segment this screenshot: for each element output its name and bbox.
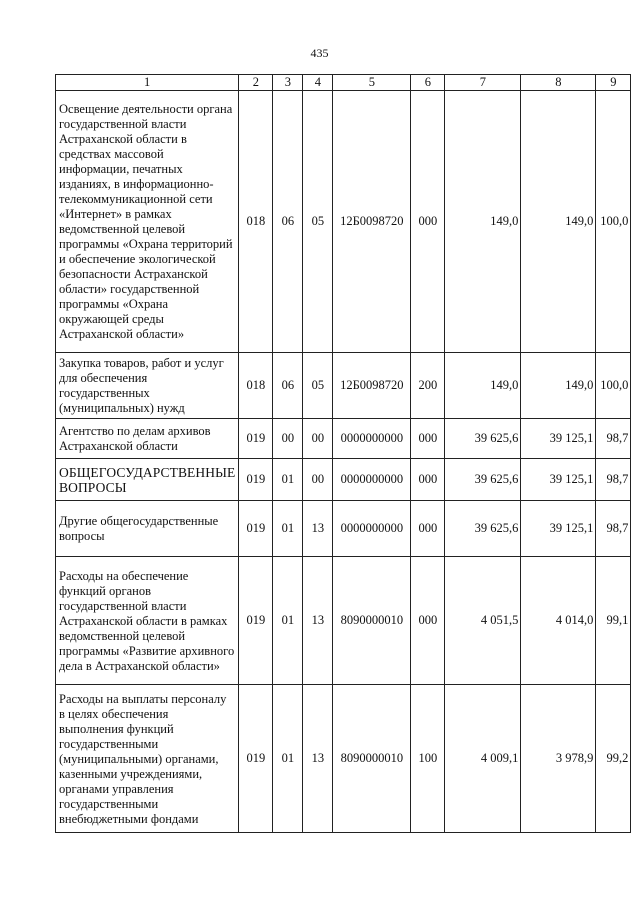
cell-ministry: 019 — [239, 419, 273, 459]
cell-target-article: 8090000010 — [333, 557, 411, 685]
cell-planned: 4 051,5 — [445, 557, 521, 685]
cell-executed: 149,0 — [521, 353, 596, 419]
cell-expense-type: 000 — [411, 501, 445, 557]
cell-ministry: 019 — [239, 685, 273, 833]
cell-percent: 98,7 — [596, 501, 631, 557]
cell-section: 01 — [273, 501, 303, 557]
row-name: Расходы на выплаты персоналу в целях обеспечения выполнения функций государственными (муниципальными) органами, казенными учреждениями, органами управления государственными внебюджетными фондами — [56, 685, 239, 833]
cell-ministry: 019 — [239, 501, 273, 557]
cell-subsection: 05 — [303, 353, 333, 419]
table-header-row — [56, 75, 631, 91]
cell-target-article: 0000000000 — [333, 419, 411, 459]
table-row — [56, 501, 631, 557]
cell-section: 06 — [273, 353, 303, 419]
cell-target-article: 8090000010 — [333, 685, 411, 833]
cell-percent: 98,7 — [596, 419, 631, 459]
column-header: 3 — [273, 75, 303, 91]
cell-expense-type: 000 — [411, 459, 445, 501]
cell-section: 06 — [273, 91, 303, 353]
cell-subsection: 13 — [303, 685, 333, 833]
cell-subsection: 13 — [303, 557, 333, 685]
cell-executed: 39 125,1 — [521, 501, 596, 557]
row-name: Закупка товаров, работ и услуг для обеспечения государственных (муниципальных) нужд — [56, 353, 239, 419]
table-row — [56, 459, 631, 501]
column-header: 1 — [56, 75, 239, 91]
cell-percent: 98,7 — [596, 459, 631, 501]
column-header: 2 — [239, 75, 273, 91]
cell-target-article: 12Б0098720 — [333, 353, 411, 419]
column-header: 7 — [445, 75, 521, 91]
page-number: 435 — [310, 46, 329, 60]
cell-section: 00 — [273, 419, 303, 459]
cell-subsection: 00 — [303, 459, 333, 501]
cell-planned: 149,0 — [445, 353, 521, 419]
table-row — [56, 557, 631, 685]
table-row — [56, 685, 631, 833]
cell-target-article: 0000000000 — [333, 459, 411, 501]
table-row — [56, 419, 631, 459]
column-header: 4 — [303, 75, 333, 91]
cell-expense-type: 000 — [411, 557, 445, 685]
cell-planned: 39 625,6 — [445, 459, 521, 501]
cell-percent: 100,0 — [596, 91, 631, 353]
column-header: 5 — [333, 75, 411, 91]
cell-executed: 4 014,0 — [521, 557, 596, 685]
cell-expense-type: 200 — [411, 353, 445, 419]
cell-executed: 39 125,1 — [521, 419, 596, 459]
column-header: 8 — [521, 75, 596, 91]
cell-target-article: 0000000000 — [333, 501, 411, 557]
cell-planned: 39 625,6 — [445, 501, 521, 557]
row-name: ОБЩЕГОСУДАРСТВЕННЫЕ ВОПРОСЫ — [56, 459, 239, 501]
cell-expense-type: 000 — [411, 419, 445, 459]
cell-expense-type: 100 — [411, 685, 445, 833]
cell-section: 01 — [273, 459, 303, 501]
cell-subsection: 00 — [303, 419, 333, 459]
column-header: 9 — [596, 75, 631, 91]
cell-planned: 149,0 — [445, 91, 521, 353]
cell-percent: 99,1 — [596, 557, 631, 685]
cell-ministry: 019 — [239, 557, 273, 685]
cell-ministry: 019 — [239, 459, 273, 501]
cell-planned: 4 009,1 — [445, 685, 521, 833]
cell-ministry: 018 — [239, 353, 273, 419]
column-header: 6 — [411, 75, 445, 91]
cell-planned: 39 625,6 — [445, 419, 521, 459]
cell-subsection: 05 — [303, 91, 333, 353]
cell-executed: 3 978,9 — [521, 685, 596, 833]
cell-section: 01 — [273, 557, 303, 685]
row-name: Расходы на обеспечение функций органов государственной власти Астраханской области в рамках ведомственной целевой программы «Развитие архивного дела в Астраханской области» — [56, 557, 239, 685]
cell-executed: 39 125,1 — [521, 459, 596, 501]
cell-percent: 99,2 — [596, 685, 631, 833]
cell-executed: 149,0 — [521, 91, 596, 353]
cell-percent: 100,0 — [596, 353, 631, 419]
cell-expense-type: 000 — [411, 91, 445, 353]
table-row — [56, 353, 631, 419]
budget-table — [55, 74, 631, 833]
row-name: Другие общегосударственные вопросы — [56, 501, 239, 557]
cell-subsection: 13 — [303, 501, 333, 557]
table-row — [56, 91, 631, 353]
row-name: Агентство по делам архивов Астраханской области — [56, 419, 239, 459]
cell-section: 01 — [273, 685, 303, 833]
cell-ministry: 018 — [239, 91, 273, 353]
row-name: Освещение деятельности органа государственной власти Астраханской области в средствах массовой информации, печатных изданиях, в информационно-телекоммуникационной сети «Интернет» в рамках ведомственной целевой программы «Охрана территорий и обеспечение экологической безопасности Астраханской области» государственной программы «Охрана окружающей среды Астраханской области» — [56, 91, 239, 353]
cell-target-article: 12Б0098720 — [333, 91, 411, 353]
